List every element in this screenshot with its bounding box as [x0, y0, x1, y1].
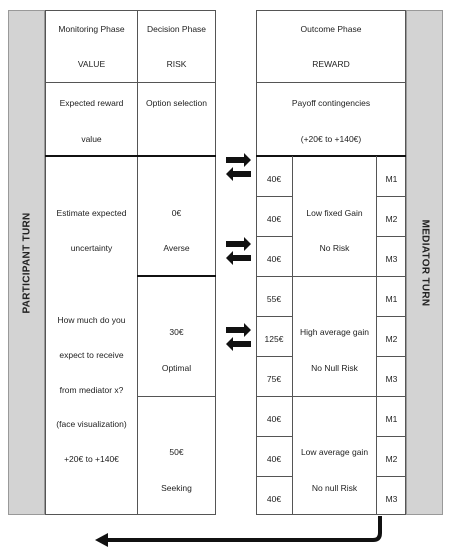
risk-label: No Null Risk — [311, 363, 358, 373]
decision-option-value: 30€ — [169, 327, 184, 337]
decision-phase-subtitle: RISK — [166, 59, 187, 69]
option-selection-label: Option selection — [146, 98, 207, 108]
mediator-label: M2 — [385, 214, 398, 224]
risk-label: No null Risk — [311, 483, 358, 493]
payoff-amount: 40€ — [266, 494, 282, 504]
payoff-amount: 40€ — [266, 254, 282, 264]
monitoring-phase-subtitle: VALUE — [77, 59, 106, 69]
monitoring-phase-title: Monitoring Phase — [58, 24, 125, 34]
payoff-amount: 40€ — [266, 174, 282, 184]
expectation-text-5: +20€ to +140€ — [64, 454, 119, 464]
payoff-amount: 55€ — [266, 294, 282, 304]
risk-label: No Risk — [319, 243, 350, 253]
payoff-contingencies-label: Payoff contingencies — [291, 98, 371, 108]
mediator-label: M1 — [385, 294, 398, 304]
exchange-arrows-icon — [226, 153, 251, 181]
mediator-label: M1 — [385, 174, 398, 184]
outcome-phase-subtitle: REWARD — [312, 59, 350, 69]
payoff-amount: 40€ — [266, 214, 282, 224]
decision-option-label: Averse — [163, 243, 190, 253]
uncertainty-text-2: uncertainty — [70, 243, 113, 253]
expected-reward-label-2: value — [81, 134, 102, 144]
return-arrow-icon — [95, 516, 380, 547]
mediator-label: M2 — [385, 334, 398, 344]
decision-option-label: Seeking — [161, 483, 192, 493]
mediator-label: M1 — [385, 414, 398, 424]
payoff-range-label: (+20€ to +140€) — [300, 134, 362, 144]
payoff-amount: 125€ — [264, 334, 284, 344]
expectation-text-3: from mediator x? — [59, 385, 124, 395]
decision-phase-title: Decision Phase — [146, 24, 207, 34]
expectation-text-2: expect to receive — [59, 350, 124, 360]
decision-option-value: 50€ — [169, 447, 184, 457]
decision-option-label: Optimal — [161, 363, 192, 373]
expectation-text-4: (face visualization) — [56, 419, 127, 429]
mediator-label: M3 — [385, 494, 398, 504]
decision-option-value: 0€ — [171, 208, 182, 218]
payoff-amount: 75€ — [266, 374, 282, 384]
payoff-amount: 40€ — [266, 414, 282, 424]
mediator-turn-label: MEDIATOR TURN — [419, 219, 430, 306]
gain-label: High average gain — [300, 327, 369, 337]
participant-turn-label: PARTICIPANT TURN — [21, 211, 32, 314]
exchange-arrows-icon — [226, 323, 251, 351]
gain-label: Low average gain — [300, 447, 369, 457]
gain-label: Low fixed Gain — [306, 208, 363, 218]
mediator-label: M2 — [385, 454, 398, 464]
mediator-label: M3 — [385, 254, 398, 264]
mediator-label: M3 — [385, 374, 398, 384]
expected-reward-label: Expected reward — [59, 98, 124, 108]
uncertainty-text: Estimate expected — [56, 208, 127, 218]
exchange-arrows-icon — [226, 237, 251, 265]
payoff-amount: 40€ — [266, 454, 282, 464]
outcome-phase-title: Outcome Phase — [300, 24, 362, 34]
expectation-text: How much do you — [57, 315, 126, 325]
